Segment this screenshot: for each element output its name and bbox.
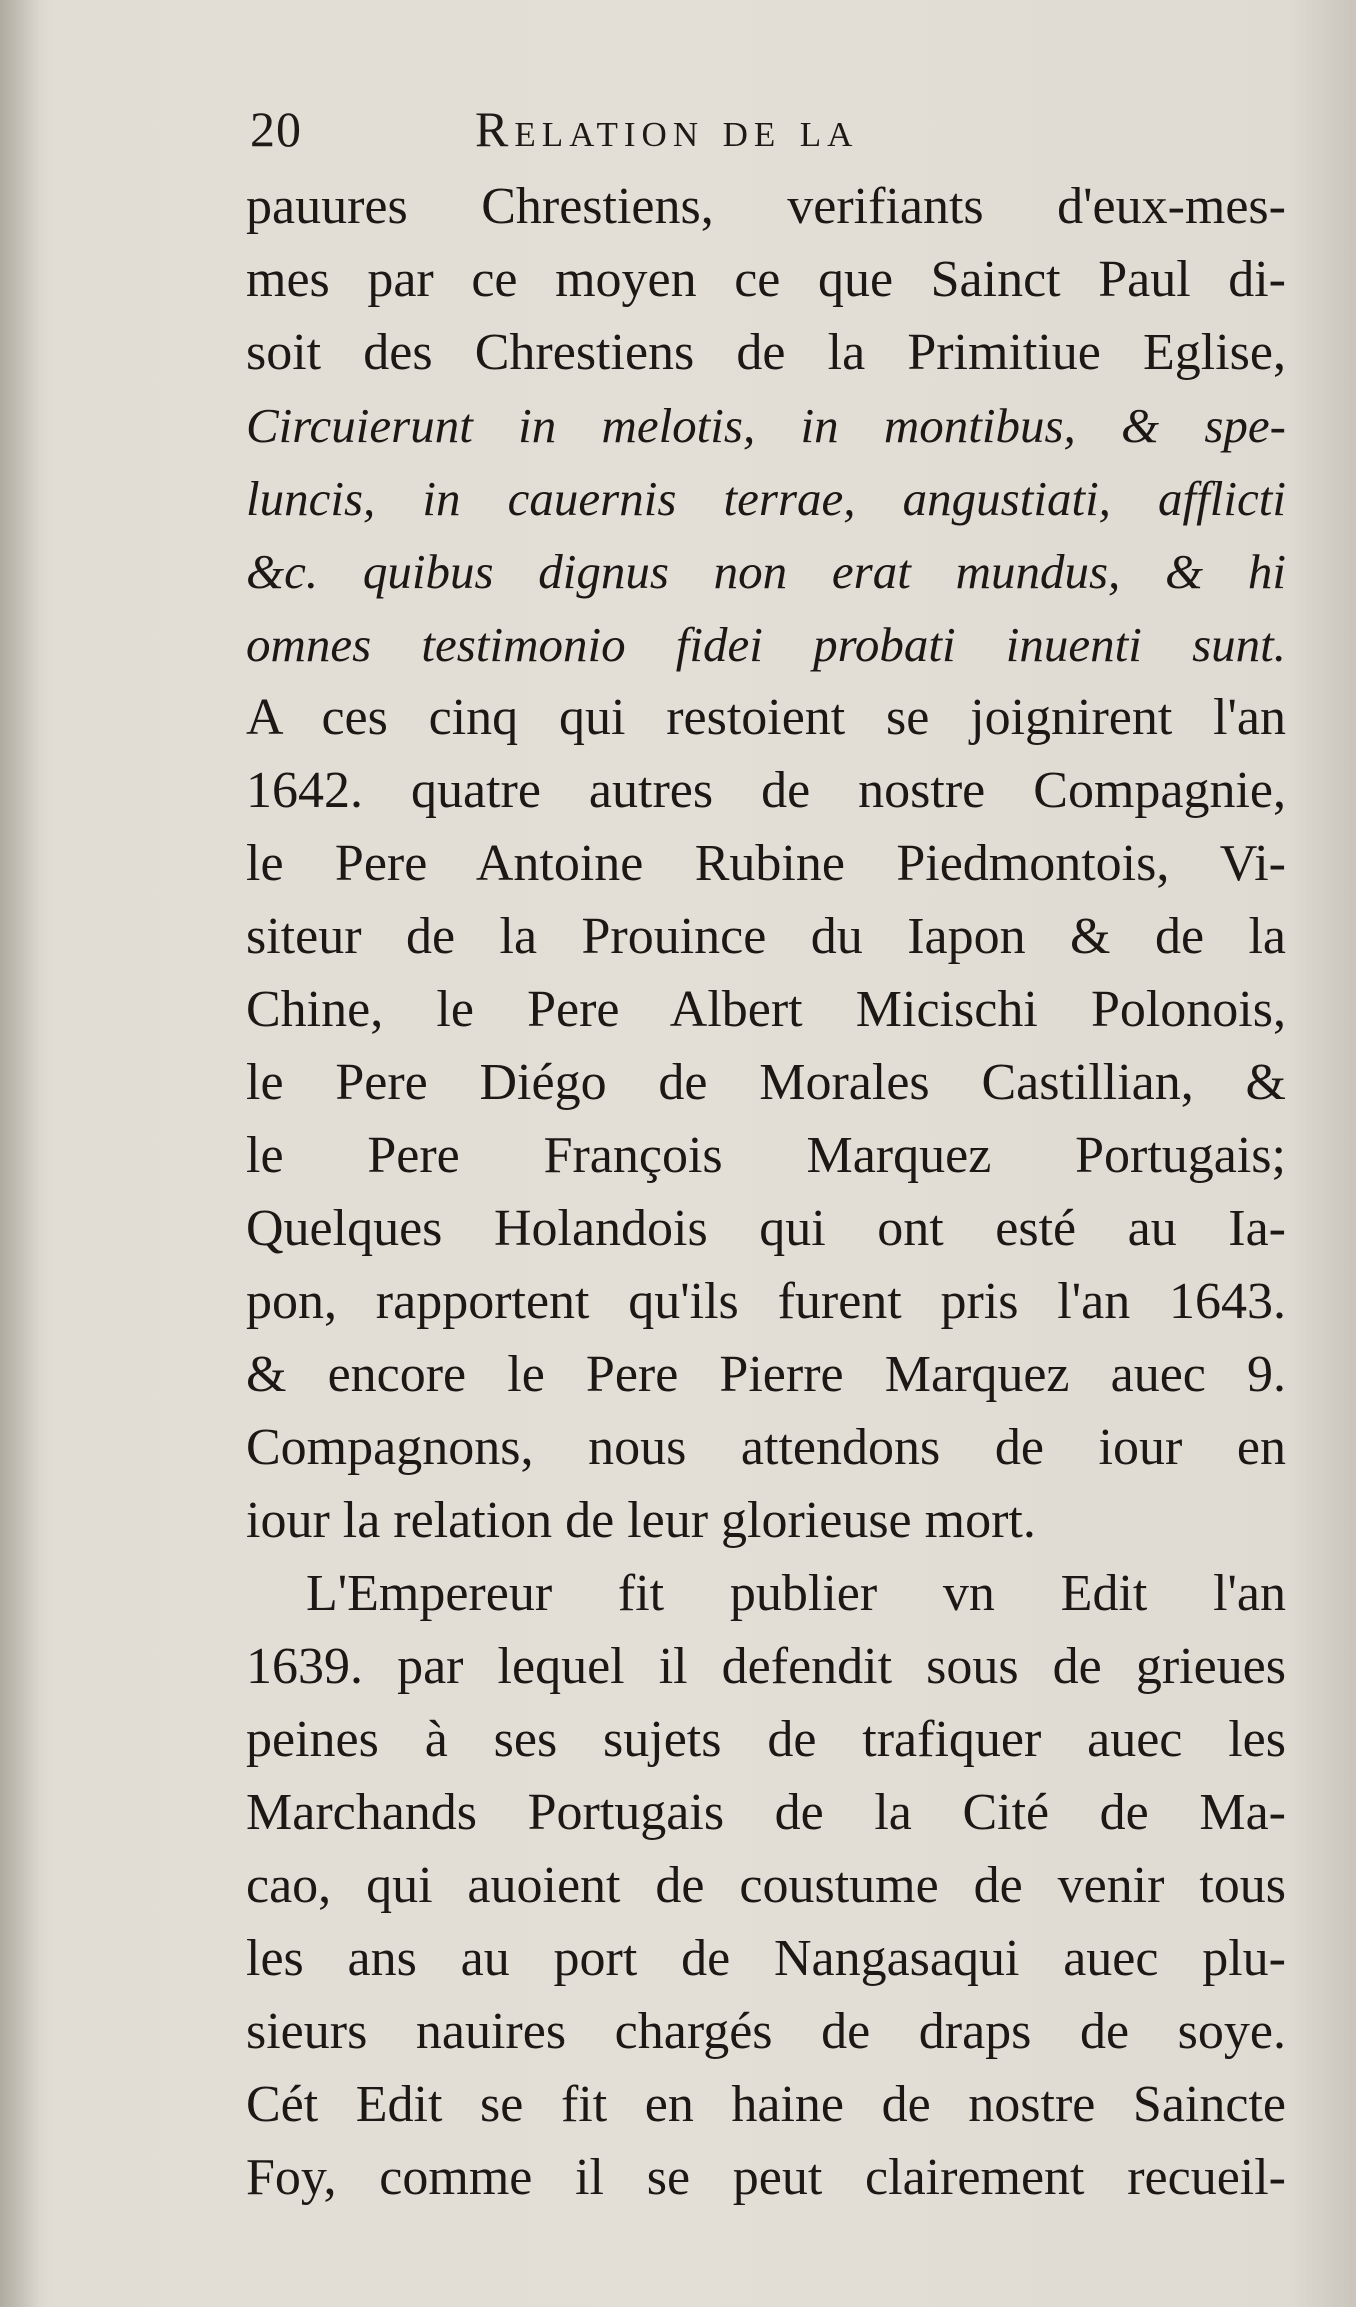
text-line: A ces cinq qui restoient se joignirent l'an [246, 689, 1286, 746]
latin-quote-line: &c. quibus dignus non erat mundus, & hi [246, 544, 1286, 599]
text-line: le Pere Antoine Rubine Piedmontois, Vi- [246, 835, 1286, 892]
page-gutter-shadow [0, 0, 40, 2307]
running-head [250, 100, 1150, 180]
latin-quote-line: luncis, in cauernis terrae, angustiati, afflicti [246, 471, 1286, 526]
text-line: Foy, comme il se peut clairement recueil- [246, 2149, 1286, 2206]
text-line: Marchands Portugais de la Cité de Ma- [246, 1784, 1286, 1841]
text-line: & encore le Pere Pierre Marquez auec 9. [246, 1346, 1286, 1403]
text-line: siteur de la Prouince du Iapon & de la [246, 908, 1286, 965]
text-line: sieurs nauires chargés de draps de soye. [246, 2003, 1286, 2060]
text-line: peines à ses sujets de trafiquer auec les [246, 1711, 1286, 1768]
text-line: le Pere François Marquez Portugais; [246, 1127, 1286, 1184]
text-line: cao, qui auoient de coustume de venir tous [246, 1857, 1286, 1914]
text-line: iour la relation de leur glorieuse mort. [246, 1492, 1036, 1549]
text-line: 1642. quatre autres de nostre Compagnie, [246, 762, 1286, 819]
text-line: Compagnons, nous attendons de iour en [246, 1419, 1286, 1476]
text-line: les ans au port de Nangasaqui auec plu- [246, 1930, 1286, 1987]
text-line: soit des Chrestiens de la Primitiue Eglise, [246, 324, 1286, 381]
text-line: Cét Edit se fit en haine de nostre Saincte [246, 2076, 1286, 2133]
page-number: 20 [250, 101, 302, 157]
text-line: Quelques Holandois qui ont esté au Ia- [246, 1200, 1286, 1257]
text-line: Chine, le Pere Albert Micischi Polonois, [246, 981, 1286, 1038]
latin-quote-line: omnes testimonio fidei probati inuenti sunt. [246, 617, 1286, 672]
running-title: Relation de la [475, 101, 859, 157]
text-line: le Pere Diégo de Morales Castillian, & [246, 1054, 1286, 1111]
page-text [246, 170, 1286, 2214]
paragraph-start-line: L'Empereur fit publier vn Edit l'an [306, 1565, 1286, 1622]
text-line: mes par ce moyen ce que Sainct Paul di- [246, 251, 1286, 308]
latin-quote-line: Circuierunt in melotis, in montibus, & spe- [246, 398, 1286, 453]
text-line: pauures Chrestiens, verifiants d'eux-mes- [246, 178, 1286, 235]
text-line: 1639. par lequel il defendit sous de grieues [246, 1638, 1286, 1695]
text-line: pon, rapportent qu'ils furent pris l'an 1643. [246, 1273, 1286, 1330]
